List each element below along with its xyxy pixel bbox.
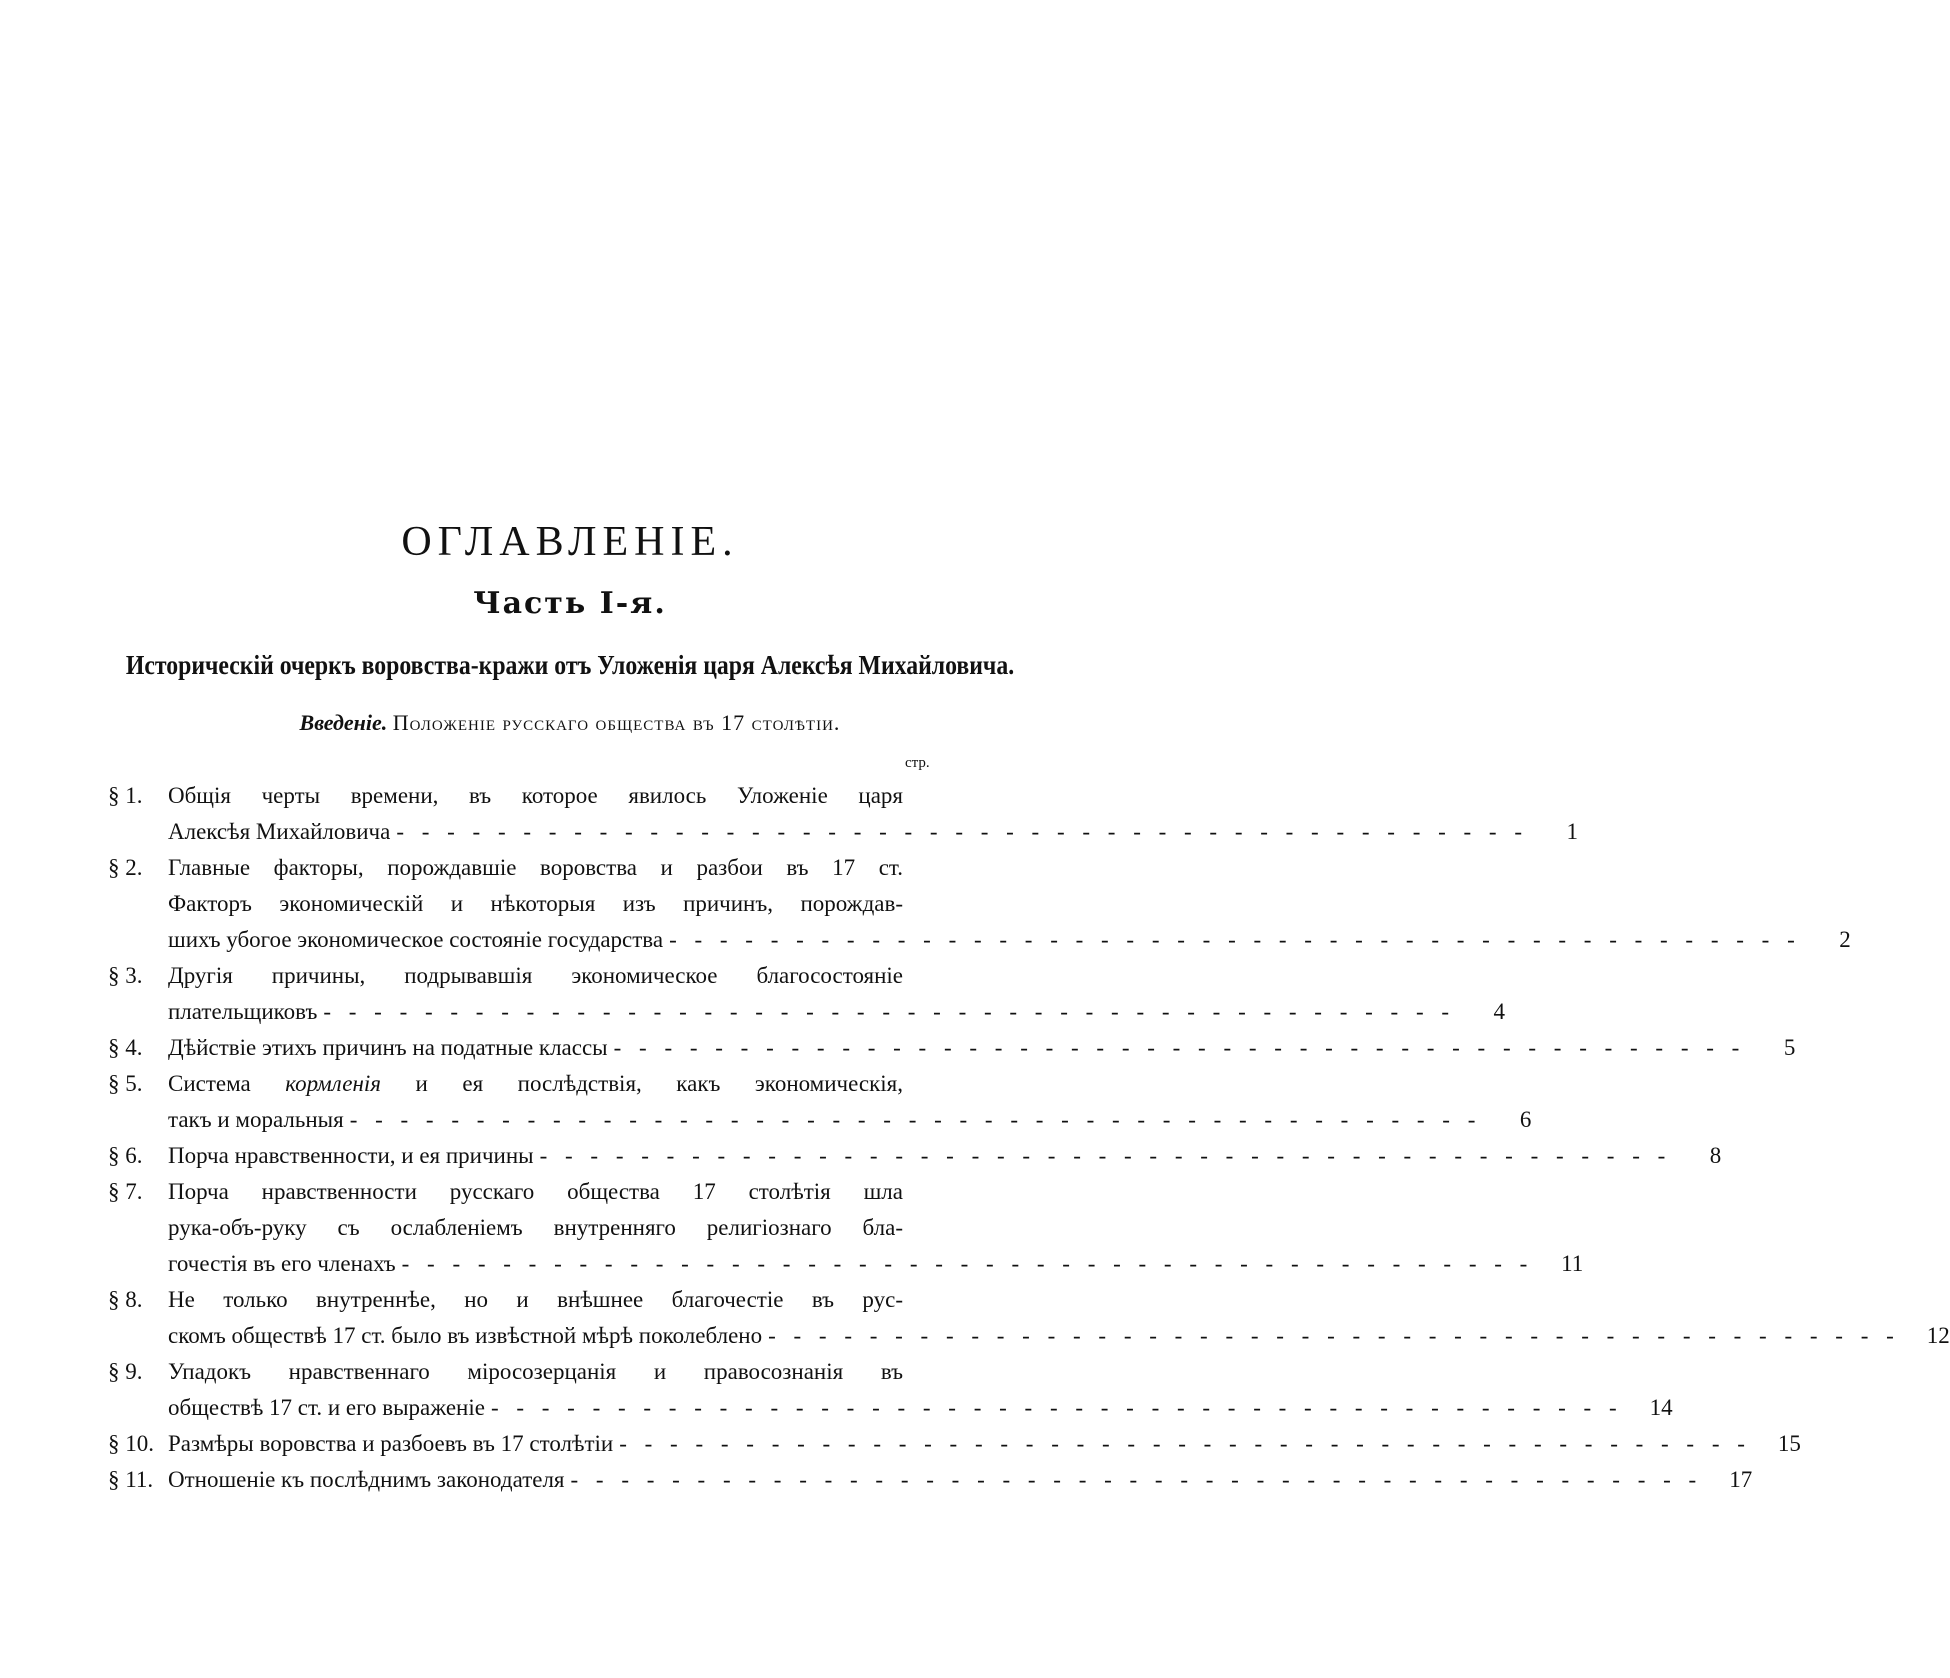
toc-line xyxy=(108,922,1851,958)
toc-line xyxy=(108,778,953,814)
toc-line xyxy=(108,994,1506,1030)
toc-entry-text: плательщиковъ xyxy=(168,999,318,1024)
toc-section-number: § 4. xyxy=(108,1035,143,1060)
dot-leader: - - - - - - - - - - - - - - - - - - - - - - - - - - - - - - - - - - - - - - - - - - - - - xyxy=(323,999,1456,1024)
toc-section-number: § 8. xyxy=(108,1287,143,1312)
toc-entry-text: Дѣйствіе этихъ причинъ на податные классы xyxy=(168,1035,608,1060)
toc-entry-text: Система кормленія и ея послѣдствія, какъ экономическія, xyxy=(168,1071,903,1096)
introduction-label: Введеніе. xyxy=(299,710,388,735)
toc-entry-text: рука-объ-руку съ ослабленіемъ внутренняго религіознаго бла- xyxy=(168,1215,903,1240)
toc-page-number: 1 xyxy=(1566,819,1578,844)
dot-leader: - - - - - - - - - - - - - - - - - - - - - - - - - - - - - - - - - - - - - - - - - - - - - xyxy=(613,1035,1746,1060)
toc-line xyxy=(108,1030,1796,1066)
toc-entry-text: Алексѣя Михайловича xyxy=(168,819,391,844)
toc-entry xyxy=(108,958,1506,1030)
part-heading: Часть I-я. xyxy=(473,586,667,621)
toc-line xyxy=(108,1138,1722,1174)
toc-entry xyxy=(108,850,1851,958)
dot-leader: - - - - - - - - - - - - - - - - - - - - - - - - - - - - - - - - - - - - - - - - - - - - - xyxy=(669,927,1801,952)
dot-leader: - - - - - - - - - - - - - - - - - - - - - - - - - - - - - - - - - - - - - - - - - - - - - xyxy=(570,1467,1703,1492)
toc-entry-text: Другія причины, подрывавшія экономическое благосостояніе xyxy=(168,963,903,988)
toc-section-number: § 10. xyxy=(108,1431,154,1456)
toc-line xyxy=(108,1246,1584,1282)
toc-entry-text: Общія черты времени, въ которое явилось Уложеніе царя xyxy=(168,783,903,808)
table-of-contents xyxy=(108,778,1950,1498)
toc-entry xyxy=(108,1174,1584,1282)
toc-line xyxy=(108,958,953,994)
toc-entry-text: обществѣ 17 ст. и его выраженіе xyxy=(168,1395,485,1420)
toc-section-number: § 1. xyxy=(108,783,143,808)
toc-line xyxy=(108,1174,953,1210)
toc-entry xyxy=(108,1354,1673,1426)
toc-page-number: 4 xyxy=(1493,999,1506,1024)
toc-entry-text: Факторъ экономическій и нѣкоторыя изъ причинъ, порождав- xyxy=(168,891,903,916)
toc-line xyxy=(108,1354,953,1390)
toc-entry-text: Главные факторы, порождавшіе воровства и разбои въ 17 ст. xyxy=(168,855,903,880)
toc-page-number: 15 xyxy=(1777,1431,1801,1456)
dot-leader: - - - - - - - - - - - - - - - - - - - - - - - - - - - - - - - - - - - - - - - - - - - - - xyxy=(768,1323,1900,1348)
toc-section-number: § 2. xyxy=(108,855,143,880)
dot-leader: - - - - - - - - - - - - - - - - - - - - - - - - - - - - - - - - - - - - - - - - - - - - - xyxy=(349,1107,1482,1132)
toc-entry-text: Упадокъ нравственнаго міросозерцанія и правосознанія въ xyxy=(168,1359,903,1384)
toc-entry-text: Отношеніе къ послѣднимъ законодателя xyxy=(168,1467,565,1492)
dot-leader: - - - - - - - - - - - - - - - - - - - - - - - - - - - - - - - - - - - - - - - - - - - - - xyxy=(619,1431,1751,1456)
toc-line xyxy=(108,1282,953,1318)
toc-line xyxy=(108,1066,953,1102)
toc-entry xyxy=(108,778,1578,850)
toc-section-number: § 3. xyxy=(108,963,143,988)
toc-line xyxy=(108,850,953,886)
toc-entry xyxy=(108,1066,1532,1138)
toc-section-number: § 5. xyxy=(108,1071,143,1096)
toc-line xyxy=(108,1426,1801,1462)
toc-page-number: 12 xyxy=(1926,1323,1950,1348)
toc-entry xyxy=(108,1282,1950,1354)
toc-section-number: § 7. xyxy=(108,1179,143,1204)
toc-entry-text: Размѣры воровства и разбоевъ въ 17 столѣтіи xyxy=(168,1431,614,1456)
dot-leader: - - - - - - - - - - - - - - - - - - - - - - - - - - - - - - - - - - - - - - - - - - - - - xyxy=(490,1395,1623,1420)
toc-entry-text: гочестія въ его членахъ xyxy=(168,1251,396,1276)
toc-entry xyxy=(108,1426,1801,1462)
toc-entry-text: Не только внутреннѣе, но и внѣшнее благочестіе въ рус- xyxy=(168,1287,903,1312)
toc-page-number: 5 xyxy=(1783,1035,1796,1060)
toc-line xyxy=(108,1390,1673,1426)
toc-line xyxy=(108,814,1578,850)
toc-entry-text: скомъ обществѣ 17 ст. было въ извѣстной мѣрѣ поколеблено xyxy=(168,1323,763,1348)
dot-leader: - - - - - - - - - - - - - - - - - - - - - - - - - - - - - - - - - - - - - - - - - - - - - xyxy=(539,1143,1672,1168)
toc-section-number: § 6. xyxy=(108,1143,143,1168)
toc-page-number: 11 xyxy=(1561,1251,1584,1276)
dot-leader: - - - - - - - - - - - - - - - - - - - - - - - - - - - - - - - - - - - - - - - - - - - - - xyxy=(396,819,1528,844)
toc-entry xyxy=(108,1030,1796,1066)
toc-section-number: § 9. xyxy=(108,1359,143,1384)
toc-line xyxy=(108,1102,1532,1138)
toc-page-number: 8 xyxy=(1709,1143,1722,1168)
toc-line xyxy=(108,886,953,922)
toc-page-number: 14 xyxy=(1649,1395,1673,1420)
page-title: ОГЛАВЛЕНІЕ. xyxy=(401,519,739,565)
toc-line xyxy=(108,1210,953,1246)
dot-leader: - - - - - - - - - - - - - - - - - - - - - - - - - - - - - - - - - - - - - - - - - - - - - xyxy=(401,1251,1534,1276)
part-subtitle: Историческій очеркъ воровства-кражи отъ Уложенія царя Алексѣя Михайловича. xyxy=(125,650,1015,680)
toc-entry-text: шихъ убогое экономическое состояніе государства xyxy=(168,927,664,952)
toc-line xyxy=(108,1462,1753,1498)
toc-page-number: 2 xyxy=(1839,927,1851,952)
toc-page-number: 6 xyxy=(1519,1107,1532,1132)
toc-entry-text: Порча нравственности русскаго общества 17 столѣтія шла xyxy=(168,1179,903,1204)
page-column-label: стр. xyxy=(905,755,930,771)
toc-entry-text: Порча нравственности, и ея причины xyxy=(168,1143,534,1168)
toc-entry xyxy=(108,1138,1722,1174)
introduction-text: Положеніе русскаго общества въ 17 столѣтіи. xyxy=(392,710,841,735)
toc-entry-text: такъ и моральныя xyxy=(168,1107,344,1132)
toc-line xyxy=(108,1318,1950,1354)
toc-entry xyxy=(108,1462,1753,1498)
toc-section-number: § 11. xyxy=(108,1467,154,1492)
toc-page-number: 17 xyxy=(1729,1467,1753,1492)
introduction-line xyxy=(0,710,1140,736)
